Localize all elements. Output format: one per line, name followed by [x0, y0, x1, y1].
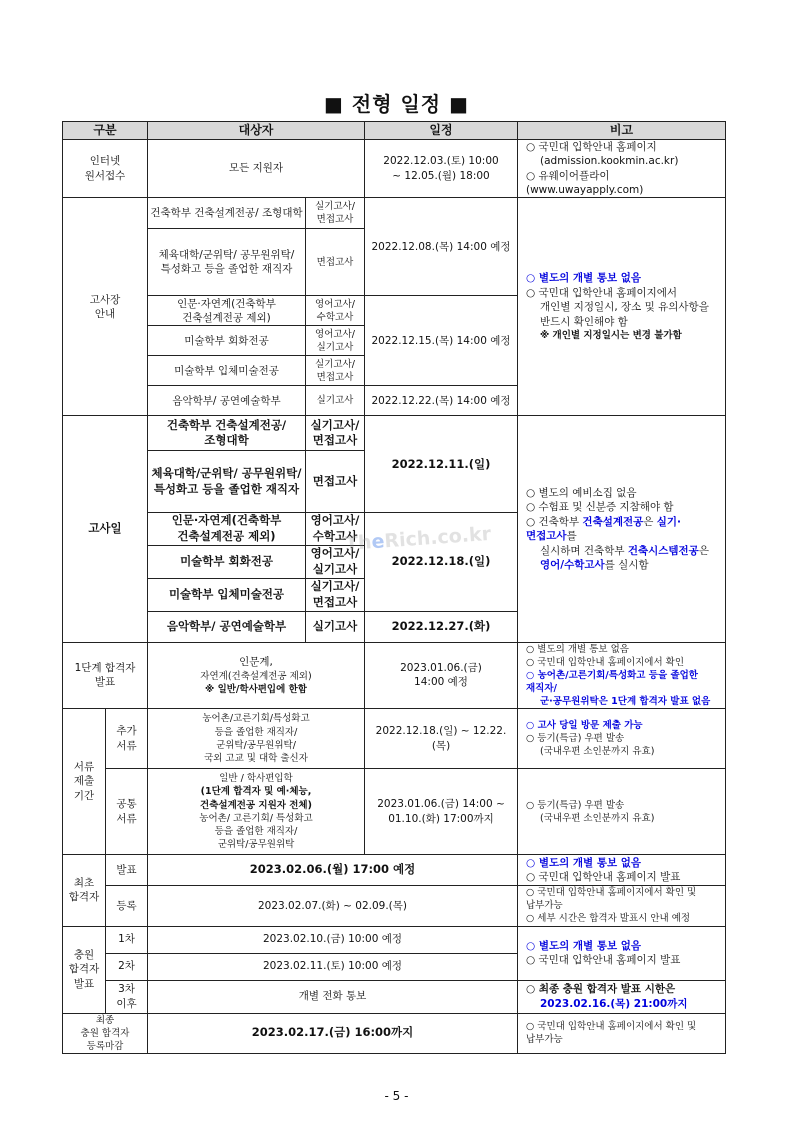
exam-target: 건축학부 건축설계전공/ 조형대학	[148, 416, 306, 451]
deadline-notes: ○ 국민대 입학안내 홈페이지에서 확인 및 납부가능	[518, 1013, 726, 1053]
venue-date-1: 2022.12.08.(목) 14:00 예정	[365, 198, 518, 296]
venue-notes: ○ 별도의 개별 통보 없음 ○ 국민대 입학안내 홈페이지에서 개인별 지정일시, 장소 및 유의사항을 반드시 확인해야 함 ※ 개인별 지정일시는 변경 불가함	[518, 198, 726, 416]
internet-schedule: 2022.12.03.(토) 10:00 ~ 12.05.(월) 18:00	[365, 139, 518, 198]
row-label-exam: 고사일	[63, 416, 148, 642]
row-label-deadline: 최종 충원 합격자 등록마감	[63, 1013, 148, 1053]
exam-target: 음악학부/ 공연예술학부	[148, 611, 306, 642]
watermark-logo: TheRich.co.kr	[344, 522, 492, 556]
docs-common-schedule: 2023.01.06.(금) 14:00 ~ 01.10.(화) 17:00까지	[365, 769, 518, 855]
stage1-target: 인문계, 자연계(건축설계전공 제외) ※ 일반/학사편입에 한함	[148, 642, 365, 709]
final-register-schedule: 2023.02.07.(화) ~ 02.09.(목)	[148, 886, 518, 926]
exam-type: 실기고사/ 면접고사	[306, 578, 365, 611]
waitlist-r1-schedule: 2023.02.10.(금) 10:00 예정	[148, 926, 518, 953]
docs-common-target: 일반 / 학사편입학 (1단계 합격자 및 예·체능, 건축설계전공 지원자 전체) 농어촌/ 고른기회/ 특성화고 등을 졸업한 재직자/ 군위탁/공무원위탁	[148, 769, 365, 855]
exam-type: 실기고사	[306, 611, 365, 642]
final-register-label: 등록	[106, 886, 148, 926]
final-announce-notes: ○ 별도의 개별 통보 없음 ○ 국민대 입학안내 홈페이지 발표	[518, 855, 726, 886]
table-header-row	[63, 122, 726, 140]
deadline-schedule: 2023.02.17.(금) 16:00까지	[148, 1013, 518, 1053]
header-schedule: 일정	[365, 122, 518, 140]
venue-target: 음악학부/ 공연예술학부	[148, 386, 306, 416]
internet-notes: ○ 국민대 입학안내 홈페이지 (admission.kookmin.ac.kr) ○ 유웨이어플라이(www.uwayapply.com)	[518, 139, 726, 198]
venue-date-2: 2022.12.15.(목) 14:00 예정	[365, 296, 518, 386]
exam-target: 인문·자연계(건축학부 건축설계전공 제외)	[148, 513, 306, 546]
table-row	[63, 139, 726, 198]
venue-target: 건축학부 건축설계전공/ 조형대학	[148, 198, 306, 229]
exam-target: 미술학부 입체미술전공	[148, 578, 306, 611]
docs-extra-schedule: 2022.12.18.(일) ~ 12.22.(목)	[365, 709, 518, 769]
exam-type: 영어고사/ 수학고사	[306, 513, 365, 546]
venue-target: 체육대학/군위탁/ 공무원위탁/ 특성화고 등을 졸업한 재직자	[148, 229, 306, 296]
venue-target: 미술학부 입체미술전공	[148, 356, 306, 386]
waitlist-notes-12: ○ 별도의 개별 통보 없음 ○ 국민대 입학안내 홈페이지 발표	[518, 926, 726, 980]
table-row	[63, 855, 726, 886]
waitlist-r3-label: 3차 이후	[106, 980, 148, 1013]
venue-target: 미술학부 회화전공	[148, 326, 306, 356]
table-row	[63, 198, 726, 229]
header-target: 대상자	[148, 122, 365, 140]
exam-date-2: 2022.12.18.(일)	[365, 513, 518, 611]
exam-notes: ○ 별도의 예비소집 없음 ○ 수험표 및 신분증 지참해야 함 ○ 건축학부 건축설계전공은 실기·면접고사를 실시하며 건축학부 건축시스템전공은 영어/수학고사를 실시함	[518, 416, 726, 642]
page-title: ■ 전형 일정 ■	[324, 92, 469, 116]
stage1-notes: ○ 별도의 개별 통보 없음 ○ 국민대 입학안내 홈페이지에서 확인 ○ 농어촌/고른기회/특성화고 등을 졸업한 재직자/ 군·공무원위탁은 1단계 합격자 발표 없음	[518, 642, 726, 709]
table-row	[63, 416, 726, 451]
final-register-notes: ○ 국민대 입학안내 홈페이지에서 확인 및 납부가능 ○ 세부 시간은 합격자 발표시 안내 예정	[518, 886, 726, 926]
header-notes: 비고	[518, 122, 726, 140]
table-row	[63, 886, 726, 926]
row-label-venue: 고사장 안내	[63, 198, 148, 416]
row-label-docs: 서류 제출 기간	[63, 709, 106, 855]
row-label-final: 최초 합격자	[63, 855, 106, 926]
venue-type: 면접고사	[306, 229, 365, 296]
schedule-table	[62, 121, 726, 1054]
stage1-schedule: 2023.01.06.(금) 14:00 예정	[365, 642, 518, 709]
venue-date-3: 2022.12.22.(목) 14:00 예정	[365, 386, 518, 416]
internet-target: 모든 지원자	[148, 139, 365, 198]
waitlist-r1-label: 1차	[106, 926, 148, 953]
table-row	[63, 642, 726, 709]
exam-target: 미술학부 회화전공	[148, 546, 306, 579]
docs-extra-label: 추가 서류	[106, 709, 148, 769]
table-row	[63, 980, 726, 1013]
venue-type: 실기고사/ 면접고사	[306, 198, 365, 229]
venue-type: 실기고사	[306, 386, 365, 416]
final-announce-schedule: 2023.02.06.(월) 17:00 예정	[148, 855, 518, 886]
table-row	[63, 1013, 726, 1053]
docs-extra-target: 농어촌/고른기회/특성화고 등을 졸업한 재직자/ 군위탁/공무원위탁/ 국외 고교 및 대학 출신자	[148, 709, 365, 769]
waitlist-r3-schedule: 개별 전화 통보	[148, 980, 518, 1013]
exam-date-1: 2022.12.11.(일)	[365, 416, 518, 513]
venue-type: 영어고사/ 실기고사	[306, 326, 365, 356]
table-row	[63, 926, 726, 953]
header-category: 구분	[63, 122, 148, 140]
venue-type: 영어고사/ 수학고사	[306, 296, 365, 326]
exam-date-3: 2022.12.27.(화)	[365, 611, 518, 642]
row-label-waitlist: 충원 합격자 발표	[63, 926, 106, 1013]
table-row	[63, 709, 726, 769]
exam-type: 실기고사/ 면접고사	[306, 416, 365, 451]
venue-type: 실기고사/ 면접고사	[306, 356, 365, 386]
exam-target: 체육대학/군위탁/ 공무원위탁/ 특성화고 등을 졸업한 재직자	[148, 451, 306, 513]
final-announce-label: 발표	[106, 855, 148, 886]
page-number: - 5 -	[384, 1089, 409, 1103]
docs-common-notes: ○ 등기(특급) 우편 발송 (국내우편 소인분까지 유효)	[518, 769, 726, 855]
venue-target: 인문·자연계(건축학부 건축설계전공 제외)	[148, 296, 306, 326]
table-row	[63, 769, 726, 855]
waitlist-notes-3: ○ 최종 충원 합격자 발표 시한은 2023.02.16.(목) 21:00까지	[518, 980, 726, 1013]
row-label-stage1: 1단계 합격자 발표	[63, 642, 148, 709]
exam-type: 면접고사	[306, 451, 365, 513]
row-label-internet: 인터넷 원서접수	[63, 139, 148, 198]
docs-extra-notes: ○ 고사 당일 방문 제출 가능 ○ 등기(특급) 우편 발송 (국내우편 소인분까지 유효)	[518, 709, 726, 769]
docs-common-label: 공통 서류	[106, 769, 148, 855]
exam-type: 영어고사/ 실기고사	[306, 546, 365, 579]
waitlist-r2-schedule: 2023.02.11.(토) 10:00 예정	[148, 953, 518, 980]
waitlist-r2-label: 2차	[106, 953, 148, 980]
